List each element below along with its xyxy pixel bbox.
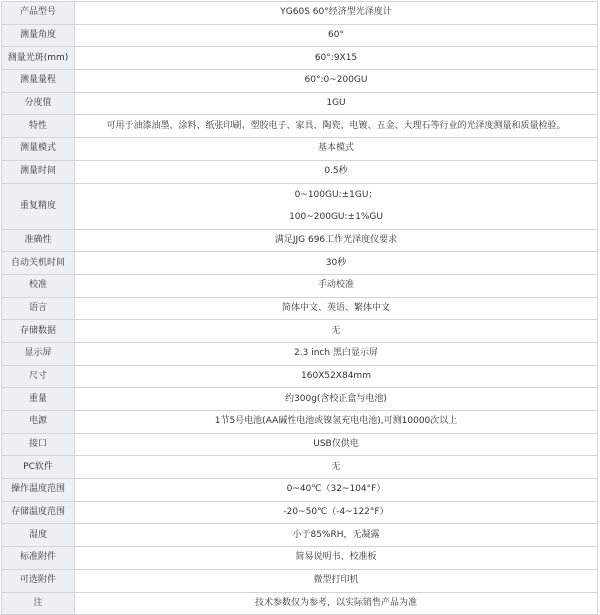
spec-table (1, 1, 598, 615)
table-row-operating-temp (2, 479, 598, 502)
table-row-accuracy (2, 229, 598, 252)
row-label: 存储数据 (2, 320, 75, 343)
row-value: 基本模式 (75, 138, 598, 161)
row-label: 分度值 (2, 92, 75, 115)
row-label: 准确性 (2, 229, 75, 252)
table-row-mode (2, 138, 598, 161)
row-value: 约300g(含校正盒与电池) (75, 388, 598, 411)
row-label: 重复精度 (2, 183, 75, 229)
row-value: 简易说明书、校准板 (75, 547, 598, 570)
table-row-optional-accessories (2, 569, 598, 592)
table-row-dimensions (2, 365, 598, 388)
table-row-power (2, 411, 598, 434)
row-value: 1GU (75, 92, 598, 115)
table-row-note (2, 592, 598, 615)
table-row-range (2, 70, 598, 93)
table-row-resolution (2, 92, 598, 115)
table-row-auto-off (2, 252, 598, 275)
row-value: 60°:0~200GU (75, 70, 598, 93)
row-label: 测量时间 (2, 160, 75, 183)
table-row-angle (2, 24, 598, 47)
row-value: YG60S 60°经济型光泽度计 (75, 2, 598, 25)
table-row-display (2, 342, 598, 365)
row-label: 测量模式 (2, 138, 75, 161)
row-value: 技术参数仅为参考，以实际销售产品为准 (75, 592, 598, 615)
row-value: 60° (75, 24, 598, 47)
table-row-standard-accessories (2, 547, 598, 570)
row-value: 可用于油漆油墨、涂料、纸张印刷、塑胶电子、家具、陶瓷、电镀、五金、大理石等行业的光泽度测量和质量检验。 (75, 115, 598, 138)
row-label: 测量量程 (2, 70, 75, 93)
table-row-calibration (2, 274, 598, 297)
table-row-model (2, 2, 598, 25)
row-label: 语言 (2, 297, 75, 320)
table-row-storage (2, 320, 598, 343)
row-value: 手动校准 (75, 274, 598, 297)
row-label: 显示屏 (2, 342, 75, 365)
row-label: 存储温度范围 (2, 501, 75, 524)
row-value: 0.5秒 (75, 160, 598, 183)
row-value: 0~40℃（32~104°F） (75, 479, 598, 502)
table-row-features (2, 115, 598, 138)
row-label: 注 (2, 592, 75, 615)
row-value: 160X52X84mm (75, 365, 598, 388)
row-label: 标准附件 (2, 547, 75, 570)
row-label: 重量 (2, 388, 75, 411)
row-label: 特性 (2, 115, 75, 138)
row-label: 接口 (2, 433, 75, 456)
row-label: 湿度 (2, 524, 75, 547)
row-label: 电源 (2, 411, 75, 434)
row-label: PC软件 (2, 456, 75, 479)
row-value: -20~50℃（-4~122°F） (75, 501, 598, 524)
row-label: 自动关机时间 (2, 252, 75, 275)
table-row-measure-time (2, 160, 598, 183)
table-row-spot-size (2, 47, 598, 70)
row-label: 测量角度 (2, 24, 75, 47)
table-row-repeatability (2, 183, 598, 229)
row-value: 无 (75, 456, 598, 479)
row-value-line: 0~100GU:±1GU； (294, 189, 378, 200)
table-row-weight (2, 388, 598, 411)
table-row-storage-temp (2, 501, 598, 524)
row-value: 小于85%RH，无凝露 (75, 524, 598, 547)
row-value: USB仅供电 (75, 433, 598, 456)
row-value: 微型打印机 (75, 569, 598, 592)
row-value: 无 (75, 320, 598, 343)
row-value: 满足JJG 696工作光泽度仪要求 (75, 229, 598, 252)
row-value (75, 183, 598, 229)
row-label: 校准 (2, 274, 75, 297)
row-label: 产品型号 (2, 2, 75, 25)
row-value: 2.3 inch 黑白显示屏 (75, 342, 598, 365)
row-value: 简体中文、英语、繁体中文 (75, 297, 598, 320)
row-label: 可选附件 (2, 569, 75, 592)
table-row-language (2, 297, 598, 320)
row-value: 30秒 (75, 252, 598, 275)
row-value: 1节5号电池(AA碱性电池或镍氢充电电池),可测10000次以上 (75, 411, 598, 434)
row-label: 尺寸 (2, 365, 75, 388)
table-row-humidity (2, 524, 598, 547)
table-row-pc-software (2, 456, 598, 479)
row-label: 操作温度范围 (2, 479, 75, 502)
row-value: 60°:9X15 (75, 47, 598, 70)
row-value-line: 100~200GU:±1%GU (289, 211, 383, 222)
table-row-interface (2, 433, 598, 456)
row-label: 测量光斑(mm) (2, 47, 75, 70)
